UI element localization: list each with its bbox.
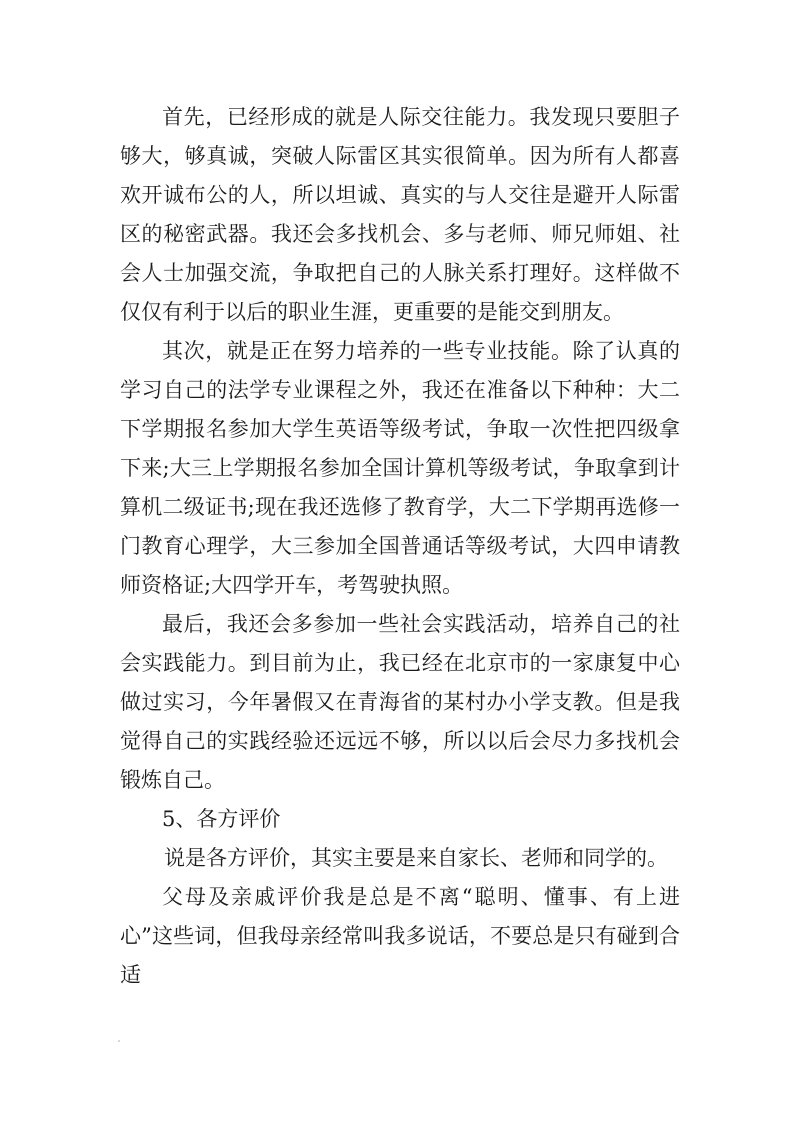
paragraph-parents: 父母及亲戚评价我是总是不离“聪明、懂事、有上进心”这些词，但我母亲经常叫我多说话，不要总是只有碰到合适: [120, 885, 680, 987]
page-corner-mark: [118, 1040, 120, 1042]
document-body: [120, 98, 680, 995]
paragraph-evaluation-intro: 说是各方评价，其实主要是来自家长、老师和同学的。: [164, 846, 668, 870]
paragraph-skills: 其次，就是正在努力培养的一些专业技能。除了认真的学习自己的法学专业课程之外，我还在准备以下种种：大二下学期报名参加大学生英语等级考试，争取一次性把四级拿下来;大三上学期报名参加全国计算机等级考试，争取拿到计算机二级证书;现在我还选修了教育学，大二下学期再选修一门教育心理学，大三参加全国普通话等级考试，大四申请教师资格证;大四学开车，考驾驶执照。: [120, 339, 680, 597]
paragraph-practice: 最后，我还会多参加一些社会实践活动，培养自己的社会实践能力。到目前为止，我已经在北京市的一家康复中心做过实习，今年暑假又在青海省的某村办小学支教。但是我觉得自己的实践经验还远远不够，所以以后会尽力多找机会锻炼自己。: [120, 612, 680, 792]
paragraph-interpersonal: 首先，已经形成的就是人际交往能力。我发现只要胆子够大，够真诚，突破人际雷区其实很简单。因为所有人都喜欢开诚布公的人，所以坦诚、真实的与人交往是避开人际雷区的秘密武器。我还会多找机会、多与老师、师兄师姐、社会人士加强交流，争取把自己的人脉关系打理好。这样做不仅仅有利于以后的职业生涯，更重要的是能交到朋友。: [120, 105, 680, 324]
section-heading: 5、各方评价: [162, 807, 281, 831]
